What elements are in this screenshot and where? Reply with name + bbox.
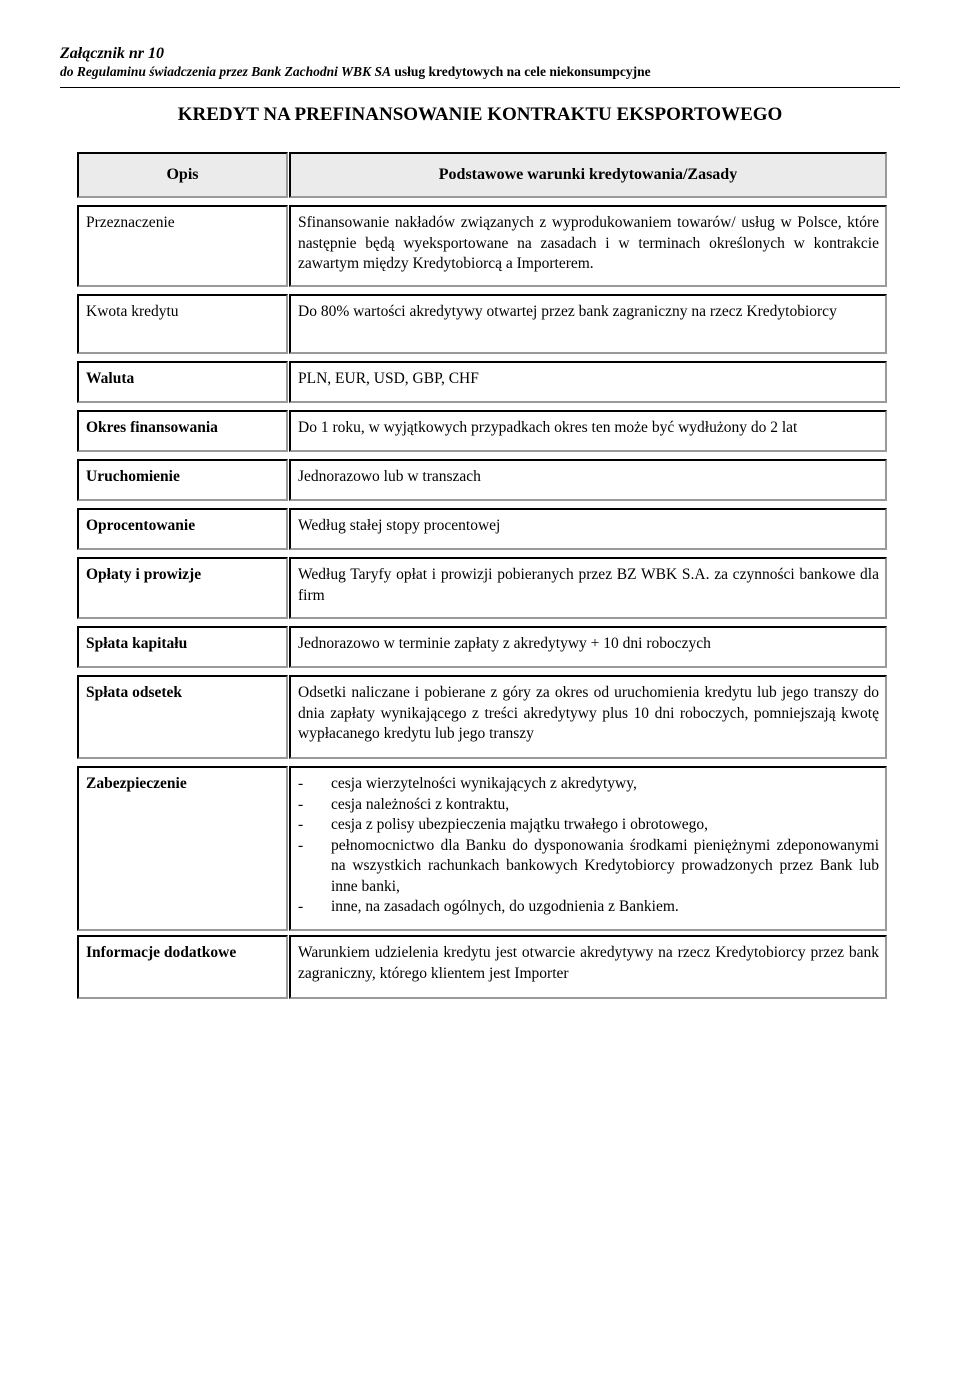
row-label-disbursement: Uruchomienie [77,459,288,501]
row-label-principal-repayment: Spłata kapitału [77,626,288,668]
collateral-item [298,795,879,816]
row-value-disbursement: Jednorazowo lub w transzach [289,459,887,501]
regulation-suffix: usług kredytowych na cele niekonsumpcyjne [394,64,651,79]
list-dash: - [298,816,304,833]
row-value-fees: Według Taryfy opłat i prowizji pobieranych przez BZ WBK S.A. za czynności bankowe dla firm [289,557,887,619]
document-title: KREDYT NA PREFINANSOWANIE KONTRAKTU EKSPORTOWEGO [177,104,783,125]
collateral-item [298,836,879,898]
row-value-financing-period: Do 1 roku, w wyjątkowych przypadkach okres ten może być wydłużony do 2 lat [289,410,887,452]
regulation-reference [60,63,900,81]
collateral-item-text: pełnomocnictwo dla Banku do dysponowania środkami pieniężnymi zdeponowanymi na wszystkich rachunkach bankowych Kredytobiorcy prowadzonych przez Bank lub inne banki, [331,836,879,895]
collateral-item-text: cesja wierzytelności wynikających z akredytywy, [331,775,637,792]
row-value-currency: PLN, EUR, USD, GBP, CHF [289,361,887,403]
document-header [60,44,900,81]
row-value-interest-rate: Według stałej stopy procentowej [289,508,887,550]
row-label-financing-period: Okres finansowania [77,410,288,452]
row-label-collateral: Zabezpieczenie [77,766,288,931]
row-value-purpose: Sfinansowanie nakładów związanych z wyprodukowaniem towarów/ usług w Polsce, które następnie będą wyeksportowane na zasadach i w terminach określonych w kontrakcie zawartym między Kredytobiorcą a Importerem. [289,205,887,287]
collateral-list [298,774,879,918]
row-label-fees: Opłaty i prowizje [77,557,288,619]
row-value-principal-repayment: Jednorazowo w terminie zapłaty z akredytywy + 10 dni roboczych [289,626,887,668]
list-dash: - [298,836,304,854]
column-header-conditions: Podstawowe warunki kredytowania/Zasady [289,152,887,198]
collateral-item [298,897,879,918]
row-label-purpose: Przeznaczenie [77,205,288,287]
row-value-interest-repayment: Odsetki naliczane i pobierane z góry za okres od uruchomienia kredytu lub jego transzy do dnia zapłaty wynikającego z treści akredytywy plus 10 dni roboczych, pomniejszają kwotę wypłacanego kredytu lub jego transzy [289,675,887,759]
list-dash: - [298,795,304,813]
row-label-amount: Kwota kredytu [77,294,288,354]
row-label-interest-repayment: Spłata odsetek [77,675,288,759]
collateral-item-text: cesja należności z kontraktu, [331,795,510,813]
header-divider [60,87,900,88]
list-dash: - [298,775,304,792]
row-label-currency: Waluta [77,361,288,403]
row-value-additional-info: Warunkiem udzielenia kredytu jest otwarcie akredytywy na rzecz Kredytobiorcy przez bank zagraniczny, którego klientem jest Importer [289,935,887,999]
attachment-number: Załącznik nr 10 [60,45,165,62]
collateral-item [298,774,879,795]
collateral-item-text: inne, na zasadach ogólnych, do uzgodnienia z Bankiem. [331,898,679,915]
column-header-description: Opis [77,152,288,198]
collateral-item [298,815,879,836]
regulation-prefix: do Regulaminu świadczenia przez Bank Zachodni WBK SA [60,64,391,79]
row-value-amount: Do 80% wartości akredytywy otwartej przez bank zagraniczny na rzecz Kredytobiorcy [289,294,887,354]
conditions-table [72,152,890,1002]
collateral-item-text: cesja z polisy ubezpieczenia majątku trwałego i obrotowego, [331,816,709,833]
row-label-interest-rate: Oprocentowanie [77,508,288,550]
list-dash: - [298,898,304,915]
row-value-collateral [289,766,887,931]
row-label-additional-info: Informacje dodatkowe [77,935,288,999]
